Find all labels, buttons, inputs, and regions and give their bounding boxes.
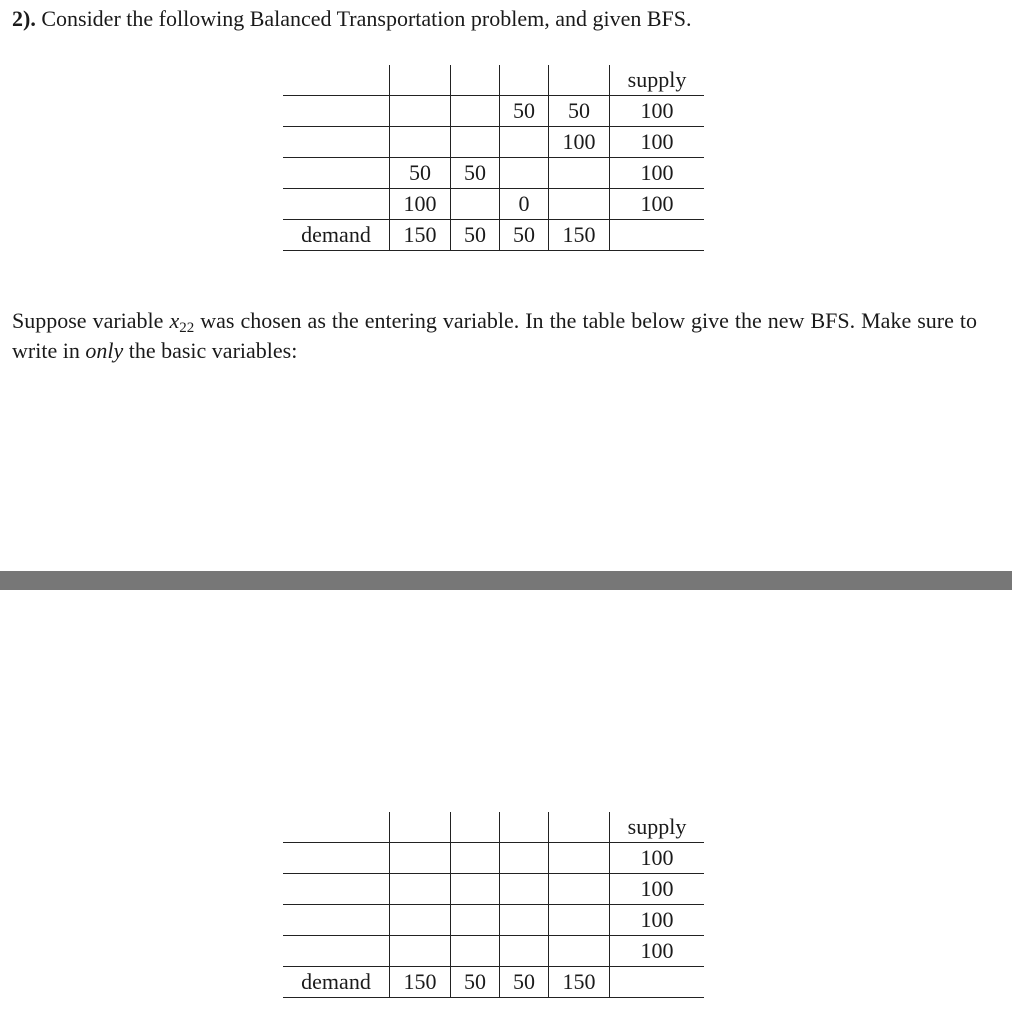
question-part2: was chosen as the entering variable. In the table below give the new BFS. Make sure to write in (12, 308, 978, 363)
supply-value: 100 (610, 905, 705, 936)
allocation-cell: 50 (500, 96, 549, 127)
answer-cell[interactable] (500, 936, 549, 967)
header-cell (451, 65, 500, 96)
entering-variable-subscript: 22 (179, 320, 195, 336)
row-label-cell (283, 127, 390, 158)
supply-header: supply (610, 812, 705, 843)
answer-cell[interactable] (500, 905, 549, 936)
supply-value: 100 (610, 158, 705, 189)
table-header-row (283, 812, 704, 843)
answer-cell[interactable] (451, 936, 500, 967)
demand-value: 150 (549, 967, 610, 998)
answer-cell[interactable] (390, 905, 451, 936)
entering-variable-symbol: x (169, 308, 180, 333)
answer-cell[interactable] (390, 874, 451, 905)
demand-value: 50 (500, 967, 549, 998)
demand-row (283, 220, 704, 251)
allocation-cell (500, 127, 549, 158)
answer-cell[interactable] (451, 874, 500, 905)
header-cell (549, 812, 610, 843)
allocation-cell (451, 127, 500, 158)
allocation-cell: 50 (549, 96, 610, 127)
row-label-cell (283, 158, 390, 189)
row-label-cell (283, 189, 390, 220)
given-bfs-table (283, 65, 704, 251)
allocation-cell: 100 (549, 127, 610, 158)
answer-cell[interactable] (390, 843, 451, 874)
question-part1: Suppose variable (12, 308, 170, 333)
table-row (283, 127, 704, 158)
answer-cell[interactable] (451, 843, 500, 874)
question-emphasis: only (85, 338, 124, 363)
supply-value: 100 (610, 189, 705, 220)
supply-value: 100 (610, 936, 705, 967)
allocation-cell: 50 (390, 158, 451, 189)
answer-cell[interactable] (549, 874, 610, 905)
allocation-cell (451, 96, 500, 127)
demand-supply-blank (610, 967, 705, 998)
header-cell (451, 812, 500, 843)
allocation-cell (549, 158, 610, 189)
demand-value: 150 (549, 220, 610, 251)
supply-value: 100 (610, 843, 705, 874)
answer-cell[interactable] (500, 874, 549, 905)
entering-variable (169, 308, 195, 336)
demand-value: 50 (451, 220, 500, 251)
demand-value: 150 (390, 220, 451, 251)
allocation-cell: 50 (451, 158, 500, 189)
allocation-cell (390, 127, 451, 158)
header-corner-cell (283, 65, 390, 96)
allocation-cell (390, 96, 451, 127)
row-label-cell (283, 843, 390, 874)
new-bfs-table (283, 812, 704, 998)
row-label-cell (283, 96, 390, 127)
header-corner-cell (283, 812, 390, 843)
table-row (283, 905, 704, 936)
demand-value: 50 (451, 967, 500, 998)
allocation-cell (451, 189, 500, 220)
header-cell (390, 65, 451, 96)
demand-row (283, 967, 704, 998)
answer-cell[interactable] (390, 936, 451, 967)
answer-cell[interactable] (549, 843, 610, 874)
table-row (283, 189, 704, 220)
allocation-cell: 0 (500, 189, 549, 220)
header-cell (390, 812, 451, 843)
demand-supply-blank (610, 220, 705, 251)
answer-cell[interactable] (451, 905, 500, 936)
row-label-cell (283, 905, 390, 936)
page-divider (0, 571, 1012, 590)
demand-value: 50 (500, 220, 549, 251)
answer-cell[interactable] (500, 843, 549, 874)
demand-label: demand (283, 220, 390, 251)
supply-header: supply (610, 65, 705, 96)
row-label-cell (283, 874, 390, 905)
table-row (283, 874, 704, 905)
demand-value: 150 (390, 967, 451, 998)
table-header-row (283, 65, 704, 96)
allocation-cell (500, 158, 549, 189)
answer-cell[interactable] (549, 936, 610, 967)
allocation-cell (549, 189, 610, 220)
header-cell (500, 812, 549, 843)
supply-value: 100 (610, 127, 705, 158)
allocation-cell: 100 (390, 189, 451, 220)
problem-statement: Consider the following Balanced Transportation problem, and given BFS. (41, 6, 692, 31)
table-row (283, 936, 704, 967)
demand-label: demand (283, 967, 390, 998)
header-cell (549, 65, 610, 96)
row-label-cell (283, 936, 390, 967)
problem-number: 2). (12, 6, 36, 31)
table-row (283, 843, 704, 874)
header-cell (500, 65, 549, 96)
question-text (12, 306, 977, 366)
table-row (283, 158, 704, 189)
problem-heading (12, 4, 692, 34)
supply-value: 100 (610, 874, 705, 905)
question-part3: the basic variables: (123, 338, 298, 363)
table-row (283, 96, 704, 127)
supply-value: 100 (610, 96, 705, 127)
answer-cell[interactable] (549, 905, 610, 936)
